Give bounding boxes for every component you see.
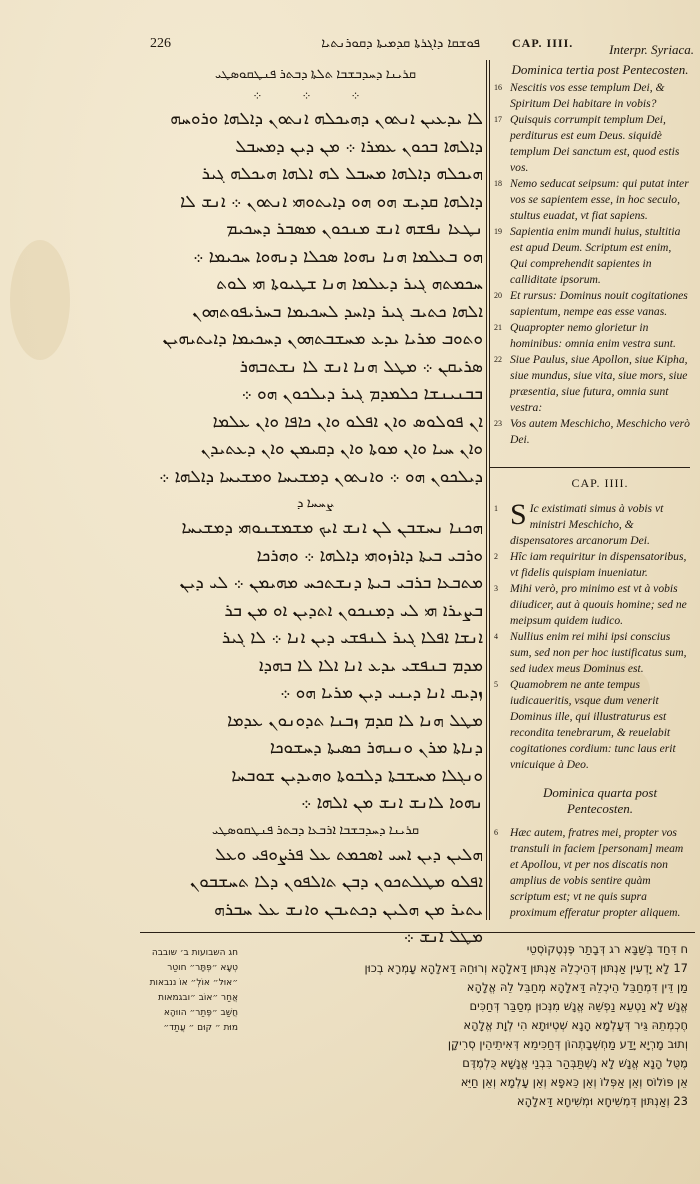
syriac-line: ܒܒܢܝܢܫܐ ܟܠܡܕܡ ܓܝܪ ܕܝܠܟܘܢ ܗܘ ܀ <box>241 384 483 404</box>
latin-verse <box>490 549 690 581</box>
latin-verse <box>490 352 690 416</box>
syriac-line: ܐܢ ܦܘܠܘܣ ܘܐܢ ܐܦܠܘ ܘܐܢ ܟܐܦܐ ܘܐܢ ܥܠܡܐ <box>212 411 483 432</box>
hebrew-line: אֵן פּוֹלוֹס וְאֵן אַפְּלוֹ וְאֵן כֵּאפָא וְאֵן עָלְמָא וְאֵן חַיֵּא <box>460 1075 688 1089</box>
latin-subtitle-2: Dominica quarta post Pentecosten. <box>542 785 658 816</box>
syriac-line: ܗܝܟܠܗ ܕܐܠܗܐ ܡܚܒܠ ܠܗ ܐܠܗܐ ܗܝܟܠܗ ܓܝܪ <box>201 164 483 184</box>
syriac-text-block-2 <box>148 515 483 818</box>
verse-text: Hîc iam requiritur in dispensatoribus, vt fidelis quispiam inueniatur. <box>510 550 687 579</box>
verse-number: 1 <box>494 504 498 513</box>
hebrew-line: 17 לָא יָדְעִין אַנְתּוּן דְּהֵיכְלֵהּ אַנְתּוּן דַּאלָהָא וְרוּחֵהּ דַּאלָהָא עָמְרָא בְכוּן <box>364 961 688 975</box>
verse-number: 20 <box>494 291 502 300</box>
syriac-line: ܕܐܠܗܐ ܒܟܘܢ ܥܡܪܐ ܀ ܡܢ ܕܝܢ ܕܡܚܒܠ <box>235 136 483 157</box>
syriac-line: ܡܛܠ ܐܢܫ ܀ <box>403 927 483 947</box>
hebrew-note-line: אֲחַר ״אוֹב ״ובגמאות <box>158 993 238 1003</box>
hebrew-marginal-notes <box>138 946 238 1036</box>
verse-text: Vos autem Meschicho, Meschicho verò Dei. <box>510 417 690 446</box>
syriac-line: ܠܐ ܝܕܥܝܢ ܐܢܬܘܢ ܕܗܝܟܠܗ ܐܢܬܘܢ ܕܐܠܗܐ ܘܪܘܚܗ <box>170 109 483 129</box>
syriac-line: ܣܪܝܩܢ ܀ ܡܛܠ ܗܢܐ ܐܢܫ ܠܐ ܢܫܬܒܗܪ <box>239 356 483 377</box>
hebrew-line: ח דִּחַד בְּשַׁבָּא רג דְּבָתַר פֶּנְטֶקוֹסְטֵי <box>526 942 688 956</box>
hebrew-line: 23 וְאַנְתּוּן דִּמְשִׁיחָא וּמְשִׁיחָא דַּאלָהָא <box>516 1094 688 1108</box>
syriac-chapter-heading: ܨܚܚܐ ܕ <box>297 495 334 510</box>
latin-verse <box>490 80 690 112</box>
verse-text: Nemo seducat seipsum: qui putat inter vos se sapientem esse, in hoc seculo, stultus euadat, vt fiat sapiens. <box>510 177 689 222</box>
hebrew-note-line: חג השבועות ב׳ שובבה <box>151 948 238 958</box>
syriac-line: ܕܢܐܬܐ ܡܪܢ ܘܢܢܗܪ ܟܣܝܬܐ ܕܚܫܘܟܐ <box>269 738 483 758</box>
latin-chapter-heading: CAP. IIII. <box>571 476 629 490</box>
latin-verse <box>490 581 690 629</box>
latin-verse <box>490 288 690 320</box>
verse-text: Nescitis vos esse templum Dei, & Spiritum Dei habitare in vobis? <box>510 81 665 110</box>
latin-verse <box>490 498 690 549</box>
syriac-running-title: ܦܘܫܩܐ ܕܐܓܪܬܐ ܩܕܡܝܬܐ ܕܩܘܪܢܬܝܐ <box>321 36 480 51</box>
syriac-line: ܗܠܝܢ ܕܝܢ ܐܚܝ ܐܣܟܡܬ ܥܠ ܦܪܨܘܦܝ ܘܥܠ <box>214 844 483 865</box>
syriac-line: ܗܟܢܐ ܢܚܫܒܢ ܠܢ ܐܢܫ ܐܝܟ ܡܫܡܫܢܘܗܝ ܕܡܫܝܚܐ <box>181 518 483 538</box>
hebrew-transliteration <box>248 940 688 1111</box>
syriac-line: ܚܟܡܬܗ ܓܝܪ ܕܥܠܡܐ ܗܢܐ ܫܛܝܘܬܐ ܗܝ ܠܘܬ <box>216 274 483 294</box>
verse-number: 22 <box>494 355 502 364</box>
latin-verse <box>490 416 690 448</box>
syriac-line: ܝܬܝܪ ܡܢ ܗܠܝܢ ܕܟܬܝܒܢ ܘܐܢܫ ܥܠ ܚܒܪܗ <box>214 899 483 920</box>
chapter-header: CAP. IIII. <box>512 36 574 50</box>
verse-text: Quamobrem ne ante tempus iudicaueritis, vsque dum venerit Dominus ille, qui illustraturus est recondita tenebrarum, & reuelabit cogitationes cordium: tunc laus erit vnicuique à Deo. <box>510 678 676 771</box>
hebrew-line: חֶכְמְתֵהּ גֵּיר דְּעָלְמָא הָנָא שְׁטְיוּתָא הִי לְוָת אֱלָהָא <box>463 1018 688 1032</box>
interpretation-header: Interpr. Syriaca. <box>609 42 694 57</box>
syriac-line: ܡܕܡ ܒܢܦܫܝ ܝܕܥ ܐܢܐ ܐܠܐ ܠܐ ܒܗܕܐ <box>258 655 483 676</box>
column-rule-left <box>486 60 487 920</box>
syriac-line: ܡܬܒܥܐ ܒܪܒܝ ܒܝܬܐ ܕܢܫܬܟܚ ܡܗܝܡܢ ܀ ܠܝ ܕܝܢ <box>179 573 483 593</box>
verse-number: 19 <box>494 227 502 236</box>
syriac-lesson-heading-2: ܩܪܝܢܐ ܕܚܕܒܫܒܐ ܐܪܒܥܐ ܕܒܬܪ ܦܢܛܩܘܣܛܝ <box>211 821 420 837</box>
syriac-line: ܘܬܘܒ ܡܪܝܐ ܝܕܥ ܡܚܫܒܬܗܘܢ ܕܚܟܝܡܐ ܕܐܝܬܝܗܝܢ <box>162 329 483 349</box>
latin-verse <box>490 677 690 773</box>
latin-verse <box>490 224 690 288</box>
syriac-line: ܘܐܢ ܚܝܐ ܘܐܢ ܡܘܬܐ ܘܐܢ ܕܩܝܡܢ ܘܐܢ ܕܥܬܝܕܢ <box>200 439 483 459</box>
verse-text: Mihi verò, pro minimo est vt à vobis diiudicer, aut à quouis homine; sed ne meipsum quidem iudico. <box>510 582 687 627</box>
drop-cap: S <box>510 498 527 531</box>
verse-text: Quisquis corrumpit templum Dei, perditurus est eum Deus. siquidè templum Dei sanctum est, quod estis vos. <box>510 113 680 174</box>
syriac-line: ܐܢܫܐ ܐܦܠܐ ܓܝܪ ܠܢܦܫܝ ܕܝܢ ܐܢܐ ܀ ܠܐ ܓܝܪ <box>221 628 483 648</box>
syriac-text-block-3 <box>148 842 483 952</box>
verse-number: 17 <box>494 115 502 124</box>
hebrew-line: וְתוּב מָרְיָא יָדַע מַחְשְׁבָתְהוֹן דְּחַכִּימֵא דְּאִיתֵיהֵין סְרִיקָן <box>447 1037 688 1051</box>
syriac-line: ܒܨܝܪܐ ܗܝ ܠܝ ܕܡܢܟܘܢ ܐܬܕܝܢ ܐܘ ܡܢ ܒܪ <box>224 600 483 621</box>
verse-number: 16 <box>494 83 502 92</box>
hebrew-line: מֶטֻּל הָנָא אֱנָשׁ לָא נֶשְׁתַּבְּהַר בִּבְנַי אֱנָשָׁא כֻּלְמֶדֶּם <box>462 1056 688 1070</box>
verse-text: Sapientia enim mundi huius, stultitia est apud Deum. Scriptum est enim, Qui comprehendit sapientes in calliditate ipsorum. <box>510 225 681 286</box>
hebrew-line: אֱנָשׁ לָא נַטְעֵא נַפְשֵׁהּ אֱנָשׁ מִנְּכוּן מְסַבַּר דְּחַכִּים <box>469 999 688 1013</box>
latin-verse <box>490 176 690 224</box>
syriac-line: ܗܘ ܒܥܠܡܐ ܗܢܐ ܢܗܘܐ ܣܟܠܐ ܕܢܗܘܐ ܚܟܝܡܐ ܀ <box>193 246 483 267</box>
latin-verse <box>490 629 690 677</box>
verse-text: Siue Paulus, siue Apollon, siue Kipha, siue mundus, siue vita, siue mors, siue præsentia, siue futura, omnia sunt vestra: <box>510 353 688 414</box>
latin-subtitle: Dominica tertia post Pentecosten. <box>511 62 689 77</box>
verse-text: Et rursus: Dominus nouit cogitationes sapientum, nempe eas esse vanas. <box>510 289 688 318</box>
hebrew-note-line: טְעָא ״פְּתָּר״ חוטַר <box>167 963 238 973</box>
verse-number: 5 <box>494 680 498 689</box>
syriac-line: ܕܝܠܟܘܢ ܗܘ ܀ ܘܐܢܬܘܢ ܕܡܫܝܚܐ ܘܡܫܝܚܐ ܕܐܠܗܐ ܀ <box>159 466 483 487</box>
verse-text: Nullius enim rei mihi ipsi conscius sum, sed non per hoc iustificatus sum, sed iudex meus Dominus est. <box>510 630 687 675</box>
syriac-line: ܕܐܠܗܐ ܩܕܝܫ ܗܘ ܗܘ ܕܐܝܬܘܗܝ ܐܢܬܘܢ ܀ ܐܢܫ ܠܐ <box>180 191 483 212</box>
latin-verse <box>490 320 690 352</box>
page-number: 226 <box>150 36 171 51</box>
verse-number: 3 <box>494 584 498 593</box>
syriac-column <box>148 62 483 952</box>
verse-number: 23 <box>494 419 502 428</box>
latin-verse <box>490 825 690 921</box>
syriac-line: ܙܕܝܩ ܐܢܐ ܕܝܢܝ ܕܝܢ ܡܪܝܐ ܗܘ ܀ <box>280 683 483 703</box>
hebrew-note-line: חֲשַׁב ״פֶּתַר״ הווּהָא <box>163 1008 238 1018</box>
left-running-header <box>150 36 480 56</box>
latin-column <box>490 60 690 921</box>
latin-verse <box>490 112 690 176</box>
syriac-line: ܐܦܠܘ ܡܛܠܬܟܘܢ ܕܒܢ ܬܐܠܦܘܢ ܕܠܐ ܬܚܫܒܘܢ <box>189 872 483 892</box>
syriac-line: ܢܛܥܐ ܢܦܫܗ ܐܢܫ ܡܢܟܘܢ ܡܣܒܪ ܕܚܟܝܡ <box>226 219 483 239</box>
syriac-line: ܘܪܒܝ ܒܝܬܐ ܕܐܪܙܘܗܝ ܕܐܠܗܐ ܀ ܘܗܪܟܐ <box>256 545 483 566</box>
syriac-line: ܐܠܗܐ ܟܬܝܒ ܓܝܪ ܕܐܚܕ ܠܚܟܝܡܐ ܒܚܪܝܦܘܬܗܘܢ <box>192 301 483 322</box>
syriac-line: ܘܢܓܠܐ ܡܚܫܒܬܐ ܕܠܒܘܬܐ ܘܗܝܕܝܢ ܫܘܒܚܐ <box>231 765 483 786</box>
syriac-text-block-1 <box>148 106 483 491</box>
syriac-line: ܡܛܠ ܗܢܐ ܠܐ ܩܕܡ ܙܒܢܐ ܬܕܘܢܘܢ ܥܕܡܐ <box>227 710 483 731</box>
verse-number: 21 <box>494 323 502 332</box>
verse-text: Hæc autem, fratres mei, propter vos transtuli in faciem [personam] meam et Apollou, vt per nos discatis non amplius de vobis sentire quàm scriptum est; vt ne quis supra proximum efferatur propter aliquem. <box>510 826 684 919</box>
verse-text: Ic existimati simus à vobis vt ministri Meschicho, & dispensatores arcanorum Dei. <box>510 502 664 547</box>
paper-stain <box>10 240 70 360</box>
verse-number: 2 <box>494 552 498 561</box>
right-running-header <box>512 36 694 56</box>
verse-number: 18 <box>494 179 502 188</box>
verse-text: Quapropter nemo glorietur in hominibus: omnia enim vestra sunt. <box>510 321 676 350</box>
hebrew-note-line: ״אוּל״ אוֹלְ״ אוֹ ננבאות <box>149 978 238 988</box>
hebrew-line: מַן דֵּין דִּמְחַבֵּל הֵיכְלֵהּ דַּאלָהָא מְחַבֵּל לֵהּ אֱלָהָא <box>466 980 688 994</box>
ornament-dots: ⁘ ⁘ ⁘ <box>252 89 379 103</box>
hebrew-section <box>138 940 693 1150</box>
verse-number: 4 <box>494 632 498 641</box>
syriac-line: ܢܗܘܐ ܠܐܢܫ ܐܢܫ ܡܢ ܐܠܗܐ ܀ <box>300 793 483 813</box>
hebrew-note-line: מוּת ״ קוּם ״ עֲתַד״ <box>163 1023 238 1033</box>
verse-number: 6 <box>494 828 498 837</box>
syriac-lesson-heading: ܩܪܝܢܐ ܕܚܕܒܫܒܐ ܬܠܬܐ ܕܒܬܪ ܦܢܛܩܘܣܛܝ <box>215 66 416 81</box>
